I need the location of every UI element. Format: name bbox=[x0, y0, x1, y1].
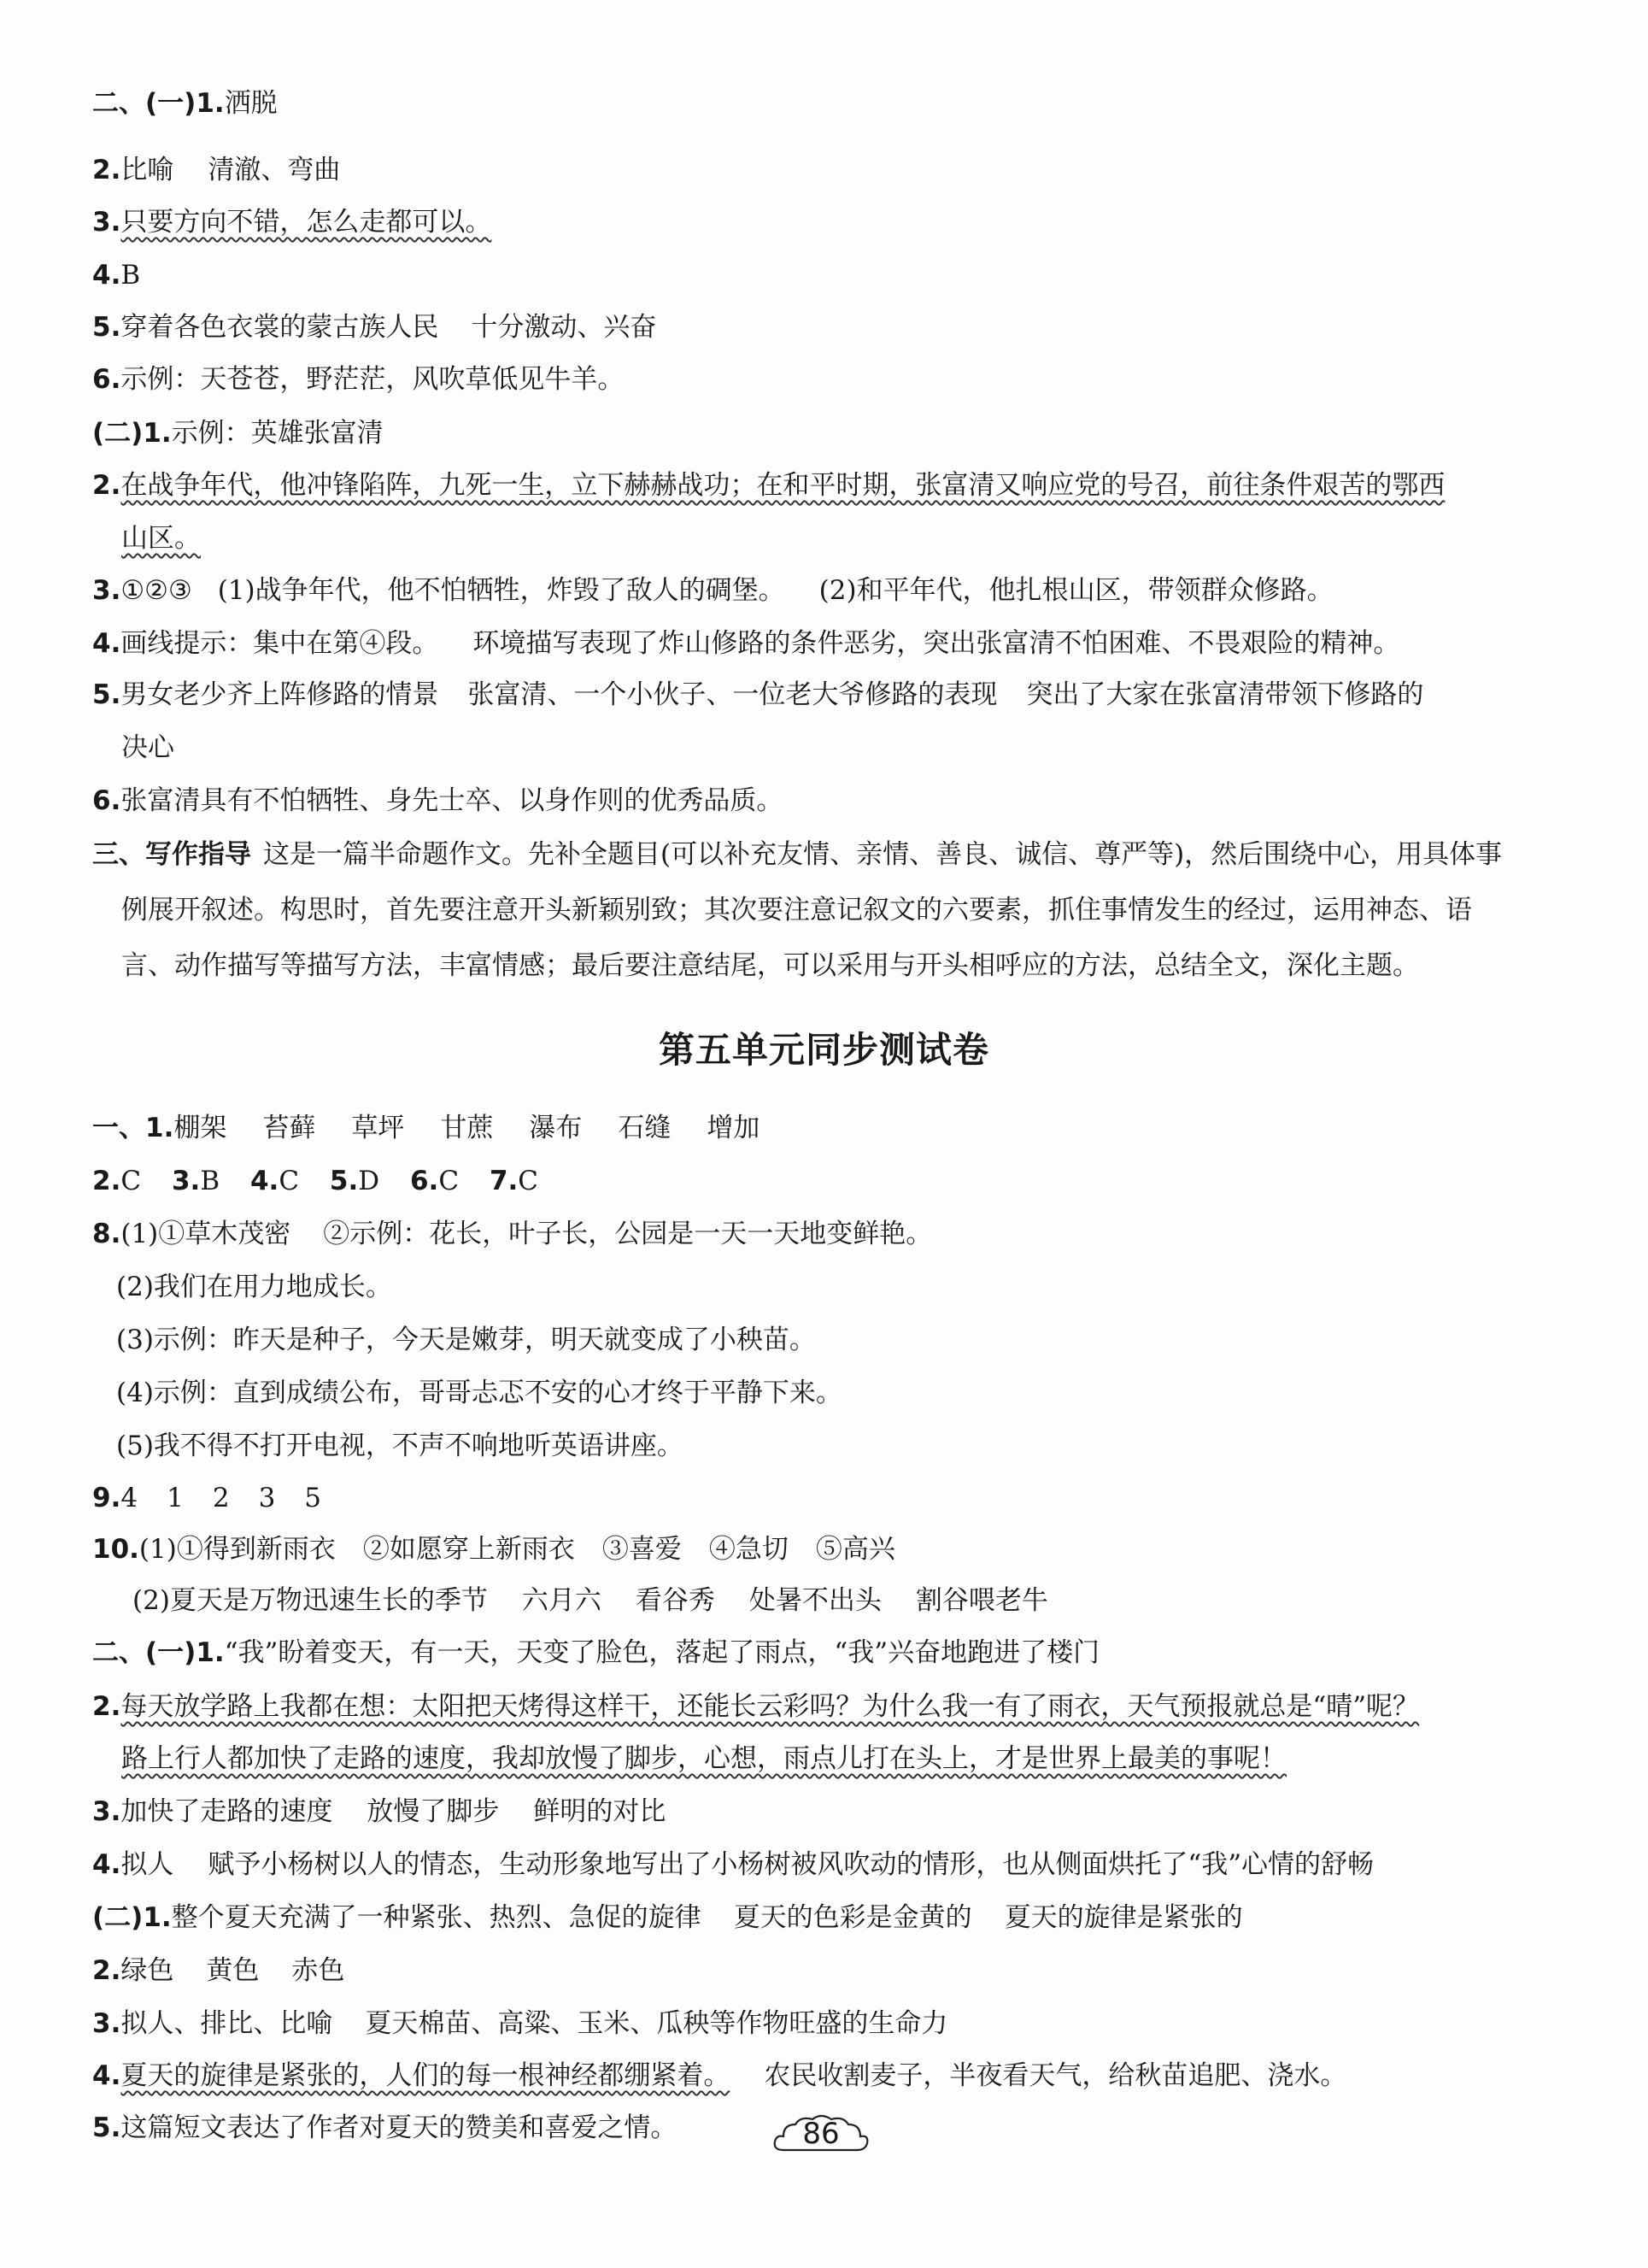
s2-line-12: 6.张富清具有不怕牺牲、身先士卒、以身作则的优秀品质。 bbox=[92, 785, 783, 816]
word-item: 瀑布 bbox=[529, 1113, 583, 1143]
page-number-badge bbox=[771, 2112, 871, 2157]
unit5-q2b-line-1: (二)1.整个夏天充满了一种紧张、热烈、急促的旋律 夏天的色彩是金黄的 夏天的旋律是紧张的 bbox=[92, 1902, 1243, 1933]
writing-guide-line-2: 例展开叙述。构思时，首先要注意开头新颖别致；其次要注意记叙文的六要素，抓住事情发生的经过，运用神态、语 bbox=[121, 895, 1472, 925]
unit5-q2b-line-2: 2.绿色 黄色 赤色 bbox=[92, 1955, 345, 1986]
s2-line-2: 2.比喻 清澈、弯曲 bbox=[92, 155, 341, 185]
unit5-q2b-line-5: 5.这篇短文表达了作者对夏天的赞美和喜爱之情。 bbox=[92, 2112, 677, 2143]
unit5-q2a-line-1: 二、(一)1.“我”盼着变天，有一天，天变了脸色，落起了雨点，“我”兴奋地跑进了楼门 bbox=[92, 1637, 1100, 1668]
unit5-q10-line-1: 10.(1)①得到新雨衣 ②如愿穿上新雨衣 ③喜爱 ④急切 ⑤高兴 bbox=[92, 1534, 895, 1565]
writing-guide-line-3: 言、动作描写等描写方法，丰富情感；最后要注意结尾，可以采用与开头相呼应的方法，总结全文，深化主题。 bbox=[121, 950, 1419, 981]
s2-line-10: 4.画线提示：集中在第④段。 环境描写表现了炸山修路的条件恶劣，突出张富清不怕困难、不畏艰险的精神。 bbox=[92, 628, 1400, 659]
s2-line-8: 2.在战争年代，他冲锋陷阵，九死一生，立下赫赫战功；在和平时期，张富清又响应党的号召，前往条件艰苦的鄂西 bbox=[92, 470, 1446, 501]
unit5-q9-line: 9.4 1 2 3 5 bbox=[92, 1483, 322, 1513]
s2-line-4: 4.B bbox=[92, 260, 141, 291]
s2-line-3: 3.只要方向不错，怎么走都可以。 bbox=[92, 207, 492, 238]
unit5-q8-line-3: (3)示例：昨天是种子，今天是嫩芽，明天就变成了小秧苗。 bbox=[116, 1325, 816, 1355]
s2-line-8-cont: 山区。 bbox=[121, 523, 201, 554]
s2-line-9: 3.①②③ (1)战争年代，他不怕牺牲，炸毁了敌人的碉堡。 (2)和平年代，他扎根山区，带领群众修路。 bbox=[92, 575, 1334, 606]
unit5-q2b-line-4: 4.夏天的旋律是紧张的，人们的每一根神经都绷紧着。 农民收割麦子，半夜看天气，给秋苗追肥、浇水。 bbox=[92, 2060, 1347, 2091]
unit5-q10-line-2: (2)夏天是万物迅速生长的季节 六月六 看谷秀 处暑不出头 割谷喂老牛 bbox=[132, 1585, 1048, 1616]
unit5-q2b-line-3: 3.拟人、排比、比喻 夏天棉苗、高粱、玉米、瓜秧等作物旺盛的生命力 bbox=[92, 2008, 948, 2039]
s2-line-1: 二、(一)1.洒脱 bbox=[92, 88, 278, 119]
unit5-choice-line: 2.C 3.B 4.C 5.D 6.C 7.C bbox=[92, 1166, 539, 1196]
word-item: 石缝 bbox=[618, 1113, 672, 1143]
s2-line-11: 5.男女老少齐上阵修路的情景 张富清、一个小伙子、一位老大爷修路的表现 突出了大家在张富清带领下修路的 bbox=[92, 679, 1424, 710]
unit5-title: 第五单元同步测试卷 bbox=[658, 1029, 989, 1071]
unit5-q8-line-5: (5)我不得不打开电视，不声不响地听英语讲座。 bbox=[116, 1431, 683, 1461]
word-item: 甘蔗 bbox=[440, 1113, 494, 1143]
unit5-q2a-line-3: 3.加快了走路的速度 放慢了脚步 鲜明的对比 bbox=[92, 1796, 666, 1827]
unit5-q8-line-1: 8.(1)①草木茂密 ②示例：花长，叶子长，公园是一天一天地变鲜艳。 bbox=[92, 1219, 933, 1249]
unit5-q2a-line-4: 4.拟人 赋予小杨树以人的情态，生动形象地写出了小杨树被风吹动的情形，也从侧面烘托了“我”心情的舒畅 bbox=[92, 1849, 1375, 1880]
s2-line-6: 6.示例：天苍苍，野茫茫，风吹草低见牛羊。 bbox=[92, 364, 625, 395]
word-item: 草坪 bbox=[351, 1113, 405, 1143]
writing-guide-line-1: 三、写作指导 这是一篇半命题作文。先补全题目(可以补充友情、亲情、善良、诚信、尊严等)，然后围绕中心，用具体事 bbox=[92, 839, 1503, 870]
page-number: 86 bbox=[802, 2117, 840, 2151]
word-item: 棚架 bbox=[173, 1113, 227, 1143]
unit5-q1-line: 一、1.棚架 苔藓 草坪 甘蔗 瀑布 石缝 增加 bbox=[92, 1113, 760, 1143]
s2-line-11-cont: 决心 bbox=[121, 732, 174, 763]
unit5-q8-line-4: (4)示例：直到成绩公布，哥哥忐忑不安的心才终于平静下来。 bbox=[116, 1378, 842, 1408]
s2-line-5: 5.穿着各色衣裳的蒙古族人民 十分激动、兴奋 bbox=[92, 312, 657, 343]
unit5-q2a-line-2: 2.每天放学路上我都在想：太阳把天烤得这样干，还能长云彩吗？为什么我一有了雨衣，天气预报就总是“晴”呢？ bbox=[92, 1691, 1420, 1722]
word-item: 苔藓 bbox=[262, 1113, 316, 1143]
s2-line-7: (二)1.示例：英雄张富清 bbox=[92, 418, 384, 449]
unit5-q8-line-2: (2)我们在用力地成长。 bbox=[116, 1272, 392, 1302]
word-item: 增加 bbox=[707, 1113, 760, 1143]
unit5-q2a-line-2-cont: 路上行人都加快了走路的速度，我却放慢了脚步，心想，雨点儿打在头上，才是世界上最美的事呢！ bbox=[121, 1743, 1287, 1774]
